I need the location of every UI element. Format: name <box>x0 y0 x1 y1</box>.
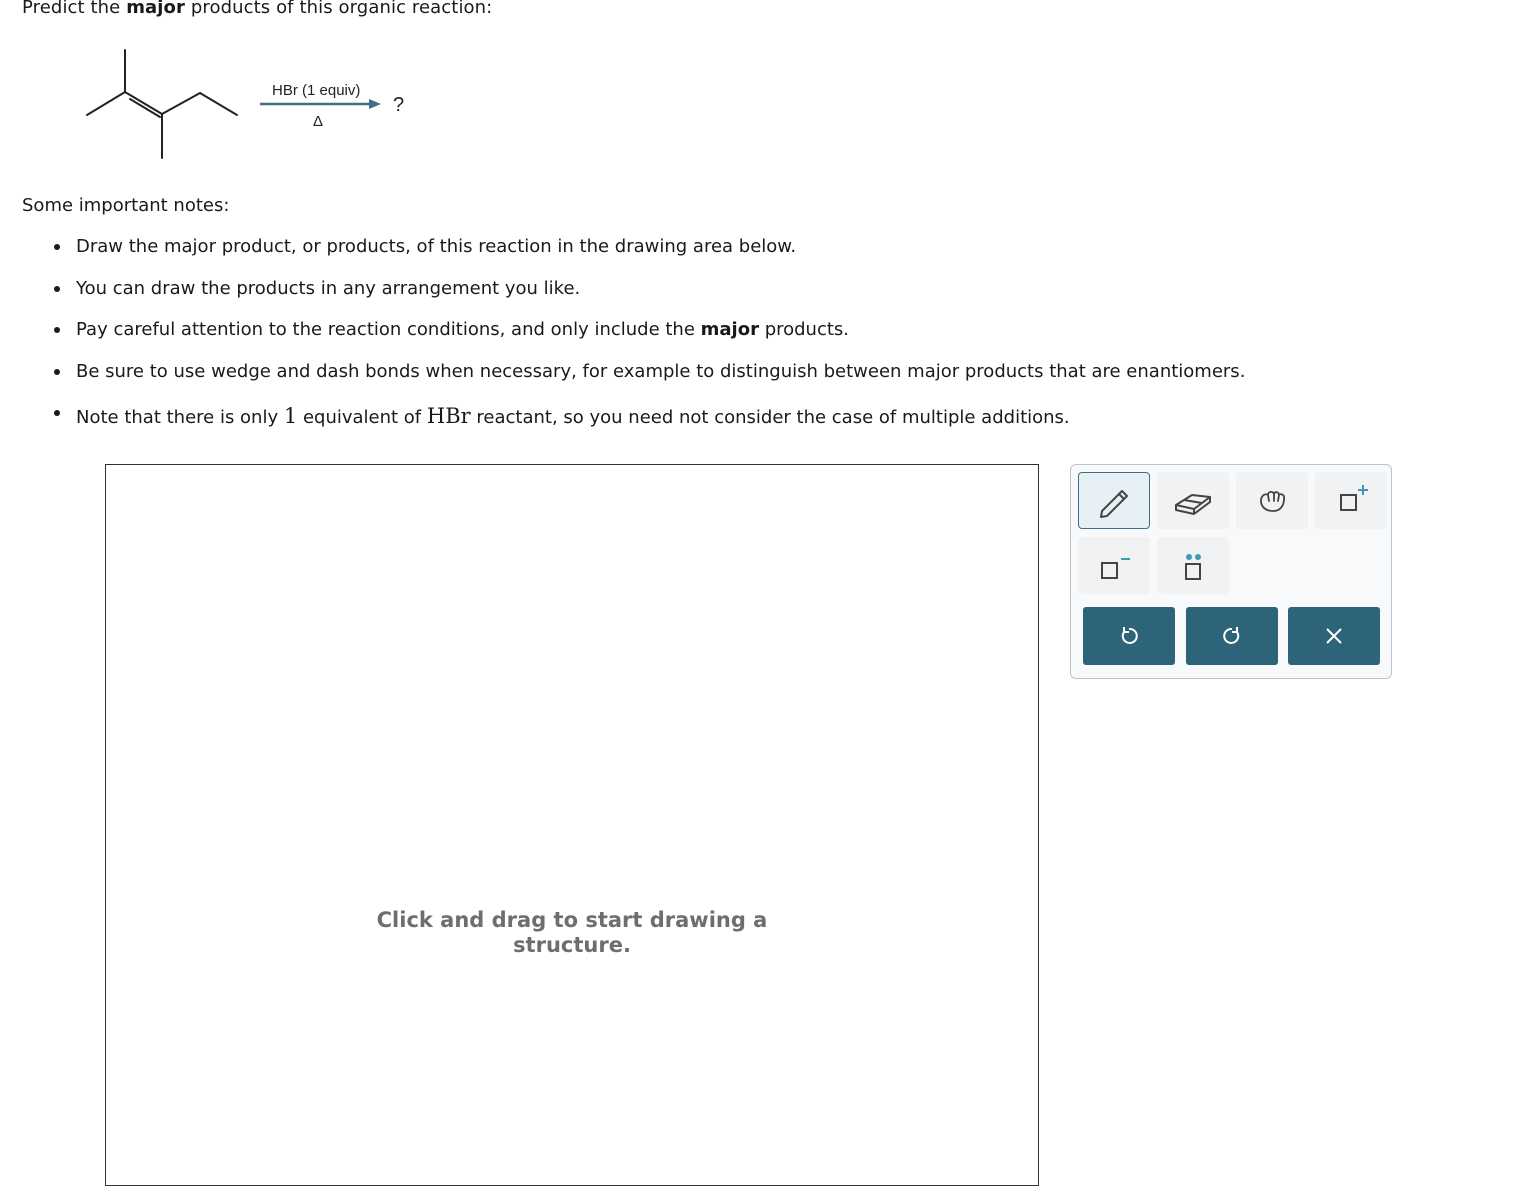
hand-tool-button[interactable] <box>1236 472 1308 529</box>
bond-ethyl-1 <box>162 93 200 114</box>
product-unknown: ? <box>393 94 405 116</box>
bond-ethyl-2 <box>200 93 237 115</box>
condition-label: Δ <box>313 113 324 130</box>
undo-icon <box>1117 624 1141 648</box>
double-bond-main <box>125 92 162 114</box>
note-item: Pay careful attention to the reaction conditions, and only include the major products. <box>48 308 1488 350</box>
reaction-scheme <box>0 0 440 180</box>
pencil-tool-button[interactable] <box>1078 472 1150 529</box>
note-item: Be sure to use wedge and dash bonds when necessary, for example to distinguish between major products that are enantiomers. <box>48 350 1488 392</box>
add-negative-charge-icon <box>1094 546 1134 586</box>
add-positive-charge-icon <box>1331 481 1371 521</box>
lone-pair-tool-button[interactable] <box>1157 537 1229 594</box>
canvas-placeholder: Click and drag to start drawing a structure. <box>376 908 768 957</box>
reagent-label: HBr (1 equiv) <box>272 82 361 99</box>
eraser-tool-button[interactable] <box>1157 472 1229 529</box>
pencil-icon <box>1094 481 1134 521</box>
clear-icon <box>1322 624 1346 648</box>
redo-button[interactable] <box>1186 607 1278 665</box>
drawing-toolbar <box>1070 464 1392 679</box>
question-prompt: Predict the major products of this organic reaction: <box>22 0 493 18</box>
note-item: You can draw the products in any arrangement you like. <box>48 267 1488 309</box>
note-item: Note that there is only 1 equivalent of HBr reactant, so you need not consider the case of multiple additions. <box>48 391 1488 433</box>
drawing-canvas[interactable] <box>105 464 1039 1186</box>
redo-icon <box>1220 624 1244 648</box>
bond-methyl-left <box>87 92 125 115</box>
note-item: Draw the major product, or products, of this reaction in the drawing area below. <box>48 225 1488 267</box>
double-bond-inner <box>130 99 160 117</box>
undo-button[interactable] <box>1083 607 1175 665</box>
reactant-structure <box>87 50 237 158</box>
positive-charge-tool-button[interactable] <box>1315 472 1387 529</box>
clear-button[interactable] <box>1288 607 1380 665</box>
eraser-icon <box>1172 481 1214 521</box>
add-lone-pair-icon <box>1173 546 1213 586</box>
negative-charge-tool-button[interactable] <box>1078 537 1150 594</box>
hand-icon <box>1252 481 1292 521</box>
notes-heading: Some important notes: <box>22 195 230 216</box>
reaction-arrow <box>260 99 381 109</box>
notes-list <box>48 225 1488 433</box>
